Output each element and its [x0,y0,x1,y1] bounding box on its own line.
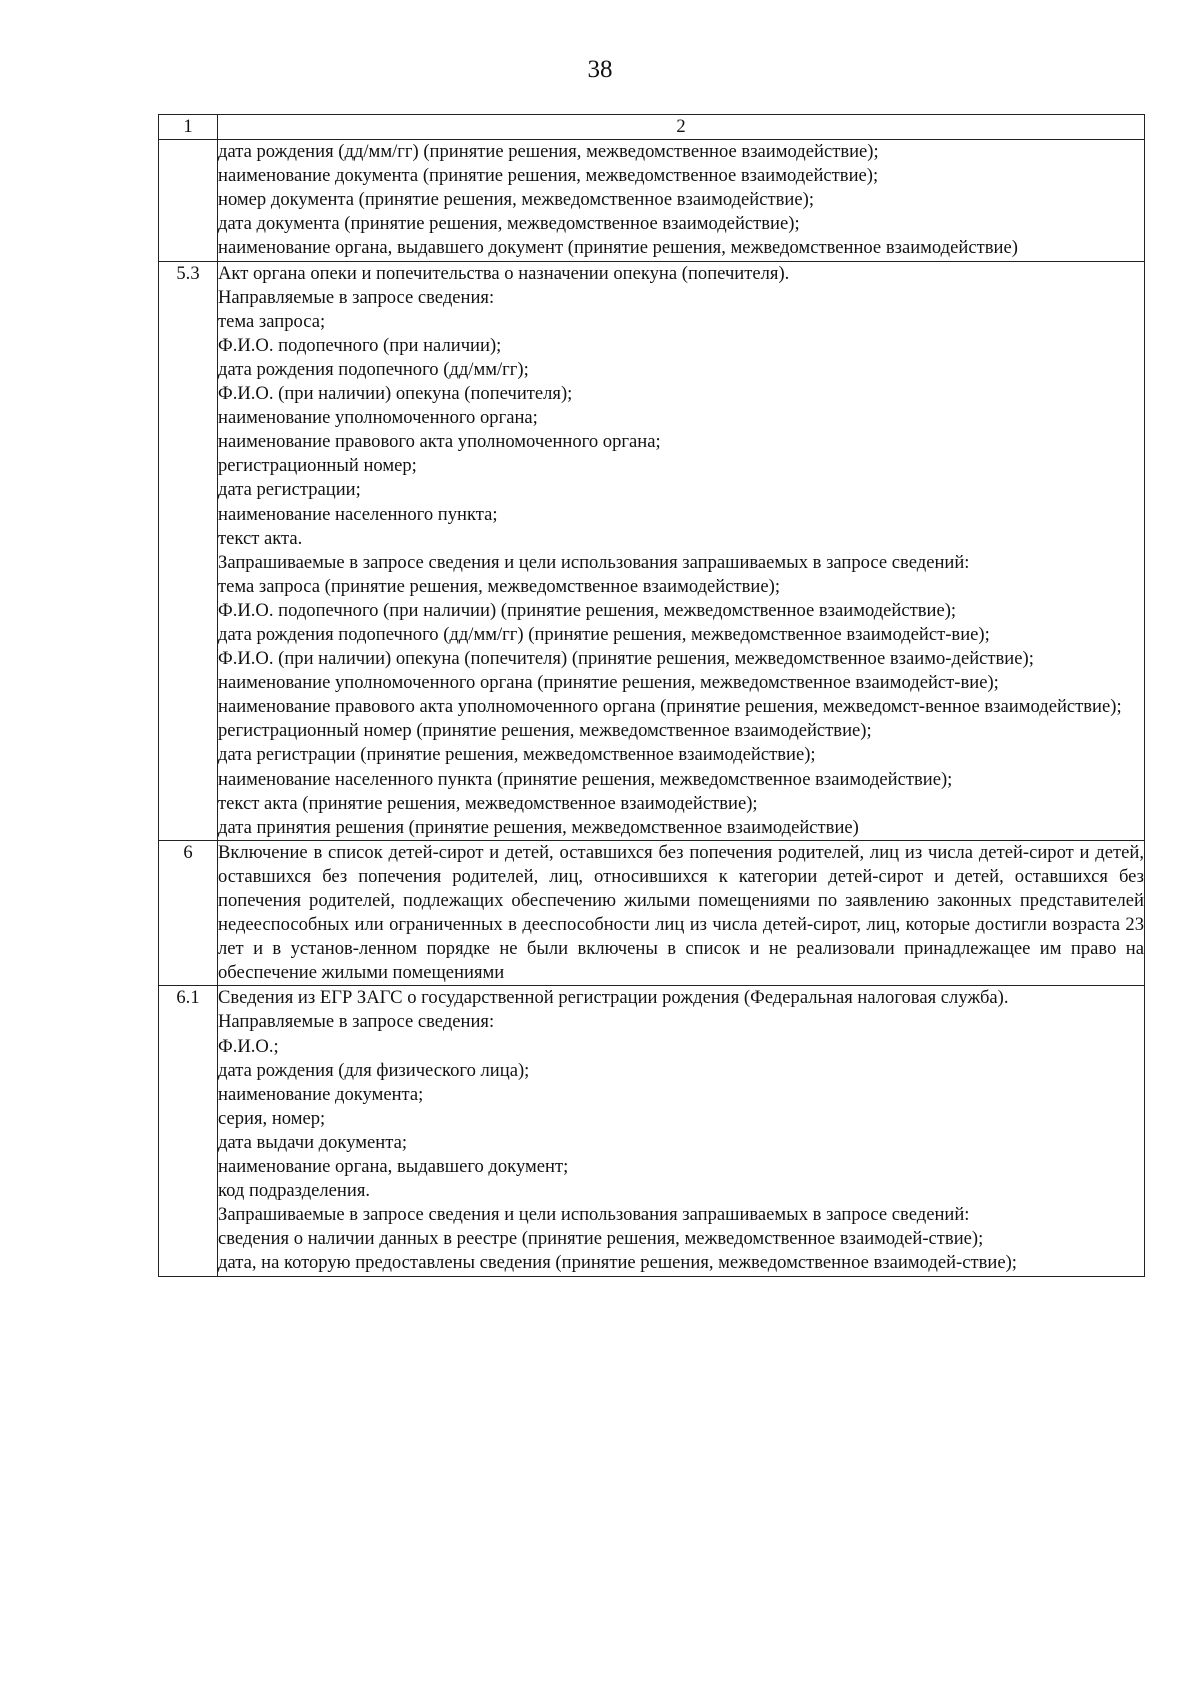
content-line: дата выдачи документа; [218,1131,407,1153]
content-line: наименование уполномоченного органа; [218,407,538,429]
content-line: Ф.И.О. (при наличии) опекуна (попечителя); [218,383,573,405]
content-line: текст акта (принятие решения, межведомственное взаимодействие); [218,792,758,814]
column-header-2: 2 [218,115,1145,140]
content-line: Ф.И.О.; [218,1035,279,1057]
content-line: код подразделения. [218,1180,371,1202]
content-line: наименование правового акта уполномоченного органа (принятие решения, межведомст-венное взаимодействие); [218,696,1122,718]
content-line: тема запроса; [218,310,326,332]
content-line: Акт органа опеки и попечительства о назначении опекуна (попечителя). [218,262,790,284]
content-line: дата рождения (дд/мм/гг) (принятие решения, межведомственное взаимодействие); [218,141,879,163]
table-row [159,261,1145,840]
table-row [159,840,1145,986]
content-line: дата регистрации (принятие решения, межведомственное взаимодействие); [218,744,816,766]
row-content [218,840,1145,986]
content-line: дата рождения (для физического лица); [218,1059,530,1081]
content-line: дата, на которую предоставлены сведения (принятие решения, межведомственное взаимодей-ствие); [218,1252,1017,1274]
row-number [159,140,218,261]
page-number: 38 [587,56,613,83]
content-line: наименование документа; [218,1083,424,1105]
content-line: Ф.И.О. подопечного (при наличии) (принятие решения, межведомственное взаимодействие); [218,599,957,621]
row-content [218,261,1145,840]
content-line: сведения о наличии данных в реестре (принятие решения, межведомственное взаимодей-ствие); [218,1228,984,1250]
content-line: наименование органа, выдавшего документ (принятие решения, межведомственное взаимодействие) [218,237,1018,259]
content-line: номер документа (принятие решения, межведомственное взаимодействие); [218,189,814,211]
content-line: дата принятия решения (принятие решения, межведомственное взаимодействие) [218,816,859,838]
table-header-row [159,115,1145,140]
content-line: тема запроса (принятие решения, межведомственное взаимодействие); [218,575,780,597]
content-line: Запрашиваемые в запросе сведения и цели использования запрашиваемых в запросе сведений: [218,551,970,573]
content-line: наименование органа, выдавшего документ; [218,1156,569,1178]
content-line: дата документа (принятие решения, межведомственное взаимодействие); [218,213,800,235]
row-number: 6 [159,840,218,986]
requirements-table [158,114,1145,1277]
content-line: наименование документа (принятие решения, межведомственное взаимодействие); [218,165,879,187]
row-number: 5.3 [159,261,218,840]
content-line: дата рождения подопечного (дд/мм/гг); [218,358,529,380]
column-header-1: 1 [159,115,218,140]
content-line: наименование уполномоченного органа (принятие решения, межведомственное взаимодейст-вие); [218,672,999,694]
content-line: серия, номер; [218,1107,326,1129]
content-line: наименование населенного пункта; [218,503,498,525]
row-content [218,140,1145,261]
content-line: Включение в список детей-сирот и детей, оставшихся без попечения родителей, лиц из числа детей-сирот и детей, оставшихся без попечения родителей, лиц, относившихся к категории детей-сирот и детей, оставшихся без попечения родителей, подлежащих обеспечению жилыми помещениями по заявлению законных представителей недееспособных или ограниченных в дееспособности лиц из числа детей-сирот, лиц, которые достигли возраста 23 лет и в установ-ленном порядке не были включены в список и не реализовали принадлежащее им право на обеспечение жилыми помещениями [218,841,1144,984]
content-line: наименование населенного пункта (принятие решения, межведомственное взаимодействие); [218,768,953,790]
content-line: Направляемые в запросе сведения: [218,1011,495,1033]
content-line: текст акта. [218,527,303,549]
row-content [218,986,1145,1276]
content-line: Ф.И.О. (при наличии) опекуна (попечителя) (принятие решения, межведомственное взаимо-действие); [218,648,1034,670]
table-row [159,986,1145,1276]
content-line: регистрационный номер (принятие решения, межведомственное взаимодействие); [218,720,872,742]
content-line: регистрационный номер; [218,455,417,477]
content-line: наименование правового акта уполномоченного органа; [218,431,661,453]
content-line: дата регистрации; [218,479,361,501]
content-line: Сведения из ЕГР ЗАГС о государственной регистрации рождения (Федеральная налоговая служба). [218,987,1009,1009]
table-row [159,140,1145,261]
content-line: Запрашиваемые в запросе сведения и цели использования запрашиваемых в запросе сведений: [218,1204,970,1226]
content-line: Ф.И.О. подопечного (при наличии); [218,334,502,356]
content-line: Направляемые в запросе сведения: [218,286,495,308]
content-line: дата рождения подопечного (дд/мм/гг) (принятие решения, межведомственное взаимодейст-вие); [218,623,990,645]
row-number: 6.1 [159,986,218,1276]
